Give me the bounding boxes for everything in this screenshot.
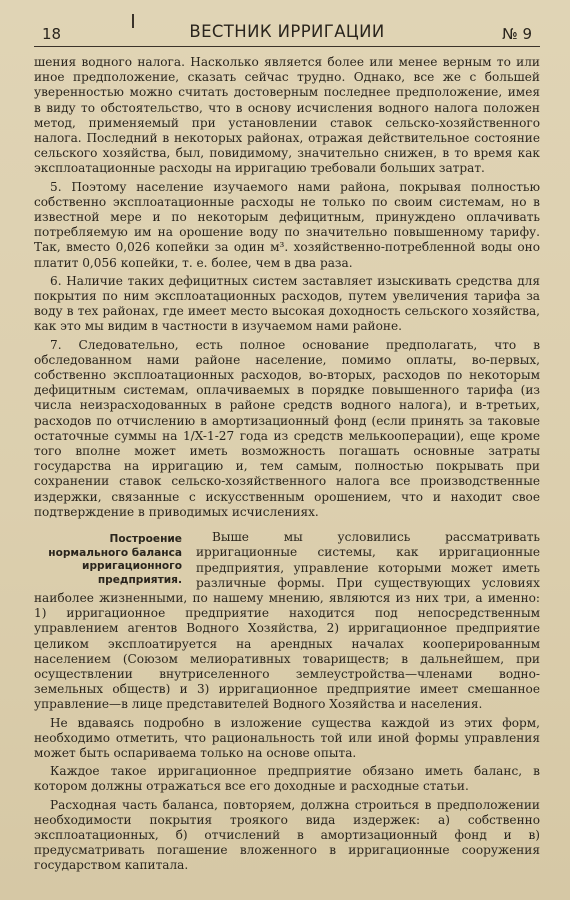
paragraph-rationality: Не вдаваясь подробно в изложение существа каждой из этих форм, необходимо отметить, что рациональность той или иной формы управления может быть оспариваема только на основе опыта. [34,715,540,760]
paragraph-expenses: Расходная часть баланса, повторяем, должна строиться в предположении необходимости покрытия троякого вида издержек: а) собственно эксплоатационных, б) отчислений в амортизационный фонд и в) предусматривать погашение вложенного в ирригационные сооружения государством капитала. [34,797,540,873]
article-body [34,55,540,874]
journal-title: ВЕСТНИК ИРРИГАЦИИ [189,22,385,41]
paragraph-forms: Выше мы условились рассматривать ирригационные системы, как ирригационные предприятия, управление которыми может иметь различные формы. При существующих условиях наиболее жизненными, по нашему мнению, являются из них три, а именно: 1) ирригационное предприятие находится под непосредственным управлением агентов Водного Хозяйства, 2) ирригационное предприятие целиком эксплоатируется на арендных началах кооперированным населением (Союзом мелиоративных товариществ; в дальнейшем, при осуществлении внутриселенного землеустройства—членами водно-земельных обществ) и 3) ирригационное предприятие имеет смешанное управление—в лице представителей Водного Хозяйства и населения. [34,530,540,712]
page-number: 18 [42,25,62,43]
paragraph-balance: Каждое такое ирригационное предприятие обязано иметь баланс, в котором должны отражаться все его доходные и расходные статьи. [34,764,540,794]
issue-number: № 9 [502,25,532,43]
section-balance [34,530,540,712]
paragraph-point-5: 5. Поэтому население изучаемого нами района, покрывая полностью собственно эксплоатационные расходы не только по своим системам, но в известной мере и по некоторым дефицитным, принуждено оплачивать потребляемую им на орошение воду по значительно повышенному тарифу. Так, вместо 0,026 копейки за один м³. хозяйственно-потребленной воды оно платит 0,056 копейки, т. е. более, чем в два раза. [34,179,540,270]
paragraph-point-7: 7. Следовательно, есть полное основание предполагать, что в обследованном нами районе население, помимо оплаты, во-первых, собственно эксплоатационных расходов, во-вторых, расходов по некоторым дефицитным системам, оплачиваемых в порядке повышенного тарифа (из числа неизрасходованных в районе средств водного налога), и в-третьих, расходов по отчислению в амортизационный фонд (если принять за таковые остаточные суммы на 1/X-1-27 года из средств мелькооперации), еще кроме того вполне может иметь возможность погашать основные затраты государства на ирригацию и, тем самым, полностью покрывать при сохранении ставок сельско-хозяйственного налога все производственные издержки, связанные с искусственным орошением, что и находит свое подтверждение в приводимых исчислениях. [34,337,540,519]
paragraph-point-6: 6. Наличие таких дефицитных систем заставляет изыскивать средства для покрытия по ним эксплоатационных расходов, путем увеличения тарифа за воду в тех районах, где имеет место высокая доходность сельского хозяйства, как это мы видим в частности в изучаемом нами районе. [34,273,540,334]
running-header [34,20,540,47]
side-heading: Построение нормального баланса ирригационного предприятия. [48,533,182,586]
paragraph-continuation: шения водного налога. Насколько является более или менее верным то или иное предположение, сказать сейчас трудно. Однако, все же с большей уверенностью можно считать достоверным последнее предположение, имея в виду то обстоятельство, что в основу исчисления водного налога положен метод, применяемый при установлении ставок сельско-хозяйственного налога. Последний в некоторых районах, отражая действительное состояние сельского хозяйства, был, повидимому, значительно снижен, в то время как эксплоатационные расходы на ирригацию требовали больших затрат. [34,55,540,176]
